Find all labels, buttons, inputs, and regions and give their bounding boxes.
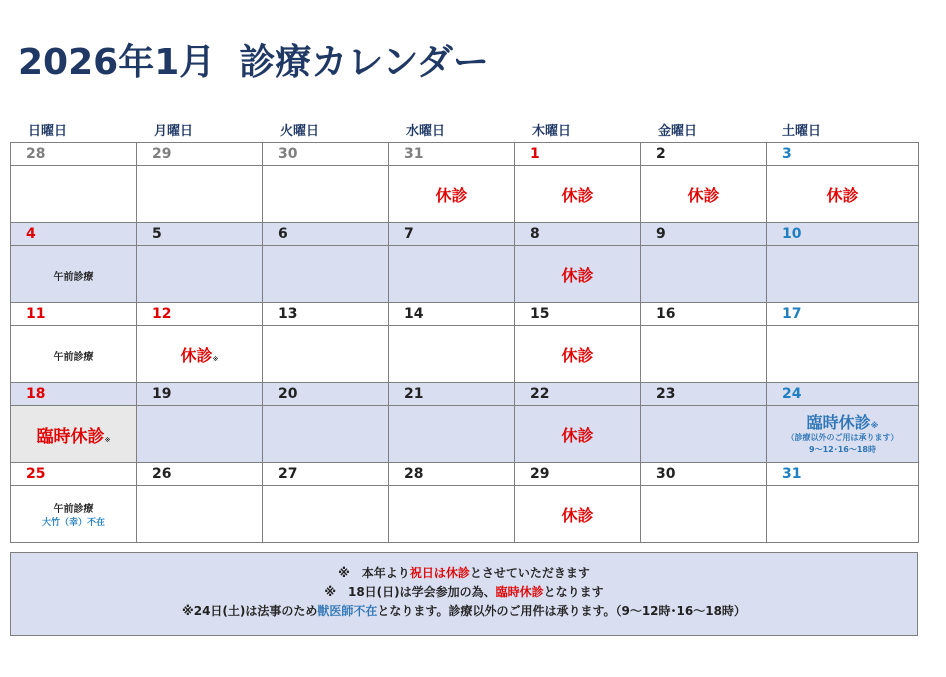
status-cell (11, 406, 137, 463)
status-cell (515, 246, 641, 303)
date-cell: 2 (641, 143, 767, 166)
date-cell: 31 (767, 463, 919, 486)
date-cell: 25 (11, 463, 137, 486)
date-cell: 29 (137, 143, 263, 166)
note-line-1 (11, 564, 917, 583)
am-only-label: 午前診療 (53, 271, 94, 283)
date-cell: 6 (263, 223, 389, 246)
date-cell: 28 (389, 463, 515, 486)
note-highlight: 祝日は休診 (409, 566, 470, 580)
note-text: ※ 本年より (338, 566, 410, 580)
note-text: ※24日(土)は法事のため (182, 604, 318, 618)
status-cell (11, 326, 137, 383)
status-cell (11, 486, 137, 543)
date-cell: 30 (263, 143, 389, 166)
weekday-sun: 日曜日 (28, 124, 68, 139)
closed-label: 休診 (561, 505, 594, 525)
week-4-status (11, 406, 919, 463)
absent-note: 大竹（幸）不在 (41, 518, 105, 528)
status-cell (767, 246, 919, 303)
date-cell: 5 (137, 223, 263, 246)
closed-label: 休診 (687, 185, 720, 205)
date-cell: 19 (137, 383, 263, 406)
date-cell: 1 (515, 143, 641, 166)
date-cell: 3 (767, 143, 919, 166)
note-text: とさせていただきます (469, 566, 590, 580)
note-mark: ※ (870, 420, 879, 430)
weekday-sat: 土曜日 (782, 124, 822, 139)
week-1-status (11, 166, 919, 223)
note-line-2 (11, 583, 917, 602)
status-cell (263, 406, 389, 463)
note-text: ※ 18日(日)は学会参加の為、 (324, 585, 496, 599)
note-mark: ※ (212, 354, 219, 363)
week-5-dates (11, 463, 919, 486)
calendar-grid (10, 142, 919, 543)
date-cell: 15 (515, 303, 641, 326)
note-text: となります (543, 585, 604, 599)
week-3-status (11, 326, 919, 383)
date-cell: 21 (389, 383, 515, 406)
note-highlight: 臨時休診 (495, 585, 544, 599)
status-cell (641, 166, 767, 223)
status-cell (641, 406, 767, 463)
week-1-dates (11, 143, 919, 166)
status-cell (515, 326, 641, 383)
week-5-status (11, 486, 919, 543)
closed-label: 休診 (561, 185, 594, 205)
status-cell (767, 406, 919, 463)
week-2-status (11, 246, 919, 303)
notes-box (10, 552, 918, 636)
closed-label: 休診 (561, 265, 594, 285)
status-cell (11, 246, 137, 303)
date-cell: 27 (263, 463, 389, 486)
weekday-fri: 金曜日 (658, 124, 698, 139)
status-cell (263, 486, 389, 543)
weekday-wed: 水曜日 (406, 124, 446, 139)
status-cell (137, 486, 263, 543)
closed-label: 休診 (435, 185, 468, 205)
status-cell (389, 406, 515, 463)
sat24-note: （診療以外のご用は承ります） (786, 432, 899, 442)
note-highlight: 獣医師不在 (317, 604, 378, 618)
closed-label: 休診 (561, 425, 594, 445)
status-cell (389, 166, 515, 223)
status-cell (137, 166, 263, 223)
status-cell (767, 486, 919, 543)
date-cell: 20 (263, 383, 389, 406)
weekday-tue: 火曜日 (280, 124, 320, 139)
status-cell (515, 406, 641, 463)
status-cell (767, 326, 919, 383)
am-only-label: 午前診療 (53, 504, 94, 515)
closed-label: 休診 (561, 345, 594, 365)
date-cell: 11 (11, 303, 137, 326)
status-cell (137, 326, 263, 383)
temp-closed-label: 臨時休診 (806, 412, 871, 432)
date-cell: 16 (641, 303, 767, 326)
page-title (18, 34, 489, 85)
note-text: となります。診療以外のご用件は承ります。（9～12時･16～18時） (377, 604, 746, 618)
temp-closed-label: 臨時休診 (36, 426, 105, 447)
status-cell (767, 166, 919, 223)
date-cell: 9 (641, 223, 767, 246)
weekday-header (10, 120, 918, 140)
date-cell: 23 (641, 383, 767, 406)
status-cell (515, 486, 641, 543)
note-line-3 (11, 602, 917, 621)
date-cell: 18 (11, 383, 137, 406)
sat24-hours: 9～12･16～18時 (809, 444, 876, 454)
date-cell: 8 (515, 223, 641, 246)
status-cell (263, 326, 389, 383)
date-cell: 14 (389, 303, 515, 326)
week-4-dates (11, 383, 919, 406)
date-cell: 7 (389, 223, 515, 246)
status-cell (641, 246, 767, 303)
am-only-label: 午前診療 (53, 351, 94, 363)
status-cell (389, 246, 515, 303)
status-cell (641, 486, 767, 543)
status-cell (515, 166, 641, 223)
title-name: 診療カレンダー (239, 42, 489, 83)
status-cell (263, 246, 389, 303)
date-cell: 26 (137, 463, 263, 486)
status-cell (263, 166, 389, 223)
date-cell: 24 (767, 383, 919, 406)
date-cell: 28 (11, 143, 137, 166)
date-cell: 22 (515, 383, 641, 406)
date-cell: 31 (389, 143, 515, 166)
note-mark: ※ (104, 435, 111, 444)
date-cell: 4 (11, 223, 137, 246)
week-3-dates (11, 303, 919, 326)
status-cell (641, 326, 767, 383)
weekday-thu: 木曜日 (532, 124, 572, 139)
date-cell: 30 (641, 463, 767, 486)
date-cell: 13 (263, 303, 389, 326)
status-cell (389, 326, 515, 383)
date-cell: 10 (767, 223, 919, 246)
date-cell: 12 (137, 303, 263, 326)
title-month: 2026年1月 (18, 42, 216, 83)
closed-label: 休診 (180, 345, 213, 365)
date-cell: 17 (767, 303, 919, 326)
status-cell (389, 486, 515, 543)
status-cell (137, 246, 263, 303)
week-2-dates (11, 223, 919, 246)
status-cell (11, 166, 137, 223)
date-cell: 29 (515, 463, 641, 486)
status-cell (137, 406, 263, 463)
closed-label: 休診 (826, 185, 859, 205)
weekday-mon: 月曜日 (154, 124, 194, 139)
